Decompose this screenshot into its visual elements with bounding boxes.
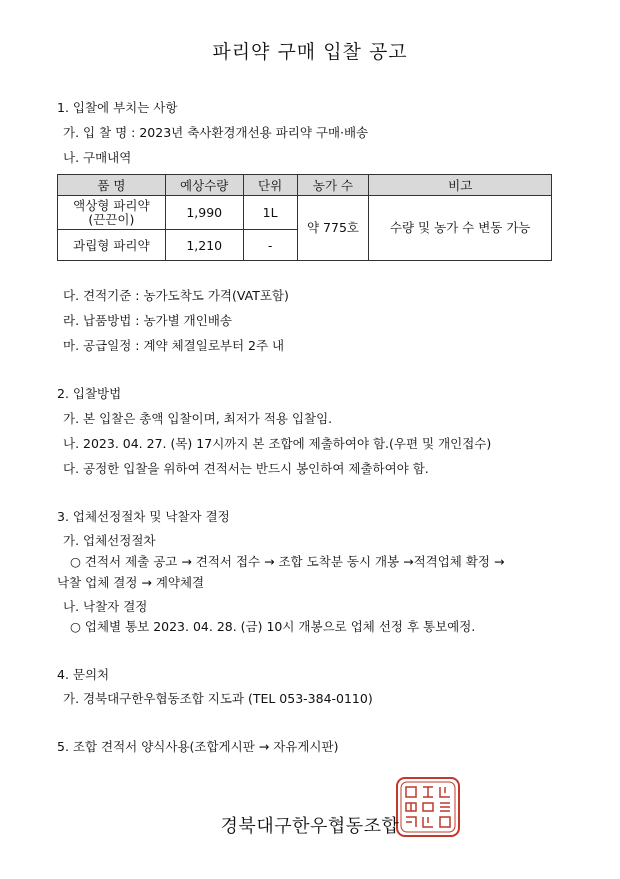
cell-remark: 수량 및 농가 수 변동 가능	[369, 196, 552, 261]
supply-schedule: 마. 공급일정 : 계약 체결일로부터 2주 내	[63, 338, 285, 353]
section-5-heading: 5. 조합 견적서 양식사용(조합게시판 → 자유게시판)	[57, 739, 339, 754]
header-unit: 단위	[243, 175, 297, 196]
cell-quantity: 1,990	[165, 196, 243, 230]
bid-method-na: 나. 2023. 04. 27. (목) 17시까지 본 조합에 제출하여야 함.(우편 및 개인접수)	[63, 436, 492, 451]
selection-process-line2: 낙찰 업체 결정 → 계약체결	[57, 575, 205, 590]
winner-decision-line1: ○ 업체별 통보 2023. 04. 28. (금) 10시 개봉으로 업체 선정 후 통보예정.	[70, 619, 476, 634]
section-2-heading: 2. 입찰방법	[57, 386, 122, 401]
cell-quantity: 1,210	[165, 230, 243, 261]
header-remark: 비고	[369, 175, 552, 196]
bid-name: 가. 입 찰 명 : 2023년 축사환경개선용 파리약 구매·배송	[63, 125, 369, 140]
selection-process-line1: ○ 견적서 제출 공고 → 견적서 접수 → 조합 도착분 동시 개봉 →적격업체 확정 →	[70, 554, 505, 569]
header-item: 품 명	[58, 175, 166, 196]
cell-unit: 1L	[243, 196, 297, 230]
cell-item-line1: 액상형 파리약	[73, 197, 150, 213]
contact-info: 가. 경북대구한우협동조합 지도과 (TEL 053-384-0110)	[63, 691, 373, 706]
cell-item: 과립형 파리약	[58, 230, 166, 261]
section-4-heading: 4. 문의처	[57, 667, 110, 682]
bid-method-da: 다. 공정한 입찰을 위하여 견적서는 반드시 봉인하여 제출하여야 함.	[63, 461, 429, 476]
page-title: 파리약 구매 입찰 공고	[212, 41, 408, 63]
section-3-heading: 3. 업체선정절차 및 낙찰자 결정	[57, 509, 230, 524]
selection-process-label: 가. 업체선정절차	[63, 533, 156, 548]
cell-item-line2: (끈끈이)	[88, 211, 135, 227]
bid-method-ga: 가. 본 입찰은 총액 입찰이며, 최저가 적용 입찰임.	[63, 411, 333, 426]
purchase-table	[57, 174, 552, 261]
header-farms: 농가 수	[297, 175, 369, 196]
cell-farms: 약 775호	[297, 196, 369, 261]
header-quantity: 예상수량	[165, 175, 243, 196]
organization-name: 경북대구한우협동조합	[220, 816, 400, 837]
estimate-basis: 다. 견적기준 : 농가도착도 가격(VAT포함)	[63, 288, 289, 303]
section-1-heading: 1. 입찰에 부치는 사항	[57, 100, 178, 115]
purchase-details-label: 나. 구매내역	[63, 150, 132, 165]
table-header-row	[58, 175, 552, 196]
cell-unit: -	[243, 230, 297, 261]
cell-item	[58, 196, 166, 230]
delivery-method: 라. 납품방법 : 농가별 개인배송	[63, 313, 232, 328]
table-row	[58, 196, 552, 230]
winner-decision-label: 나. 낙찰자 결정	[63, 599, 148, 614]
